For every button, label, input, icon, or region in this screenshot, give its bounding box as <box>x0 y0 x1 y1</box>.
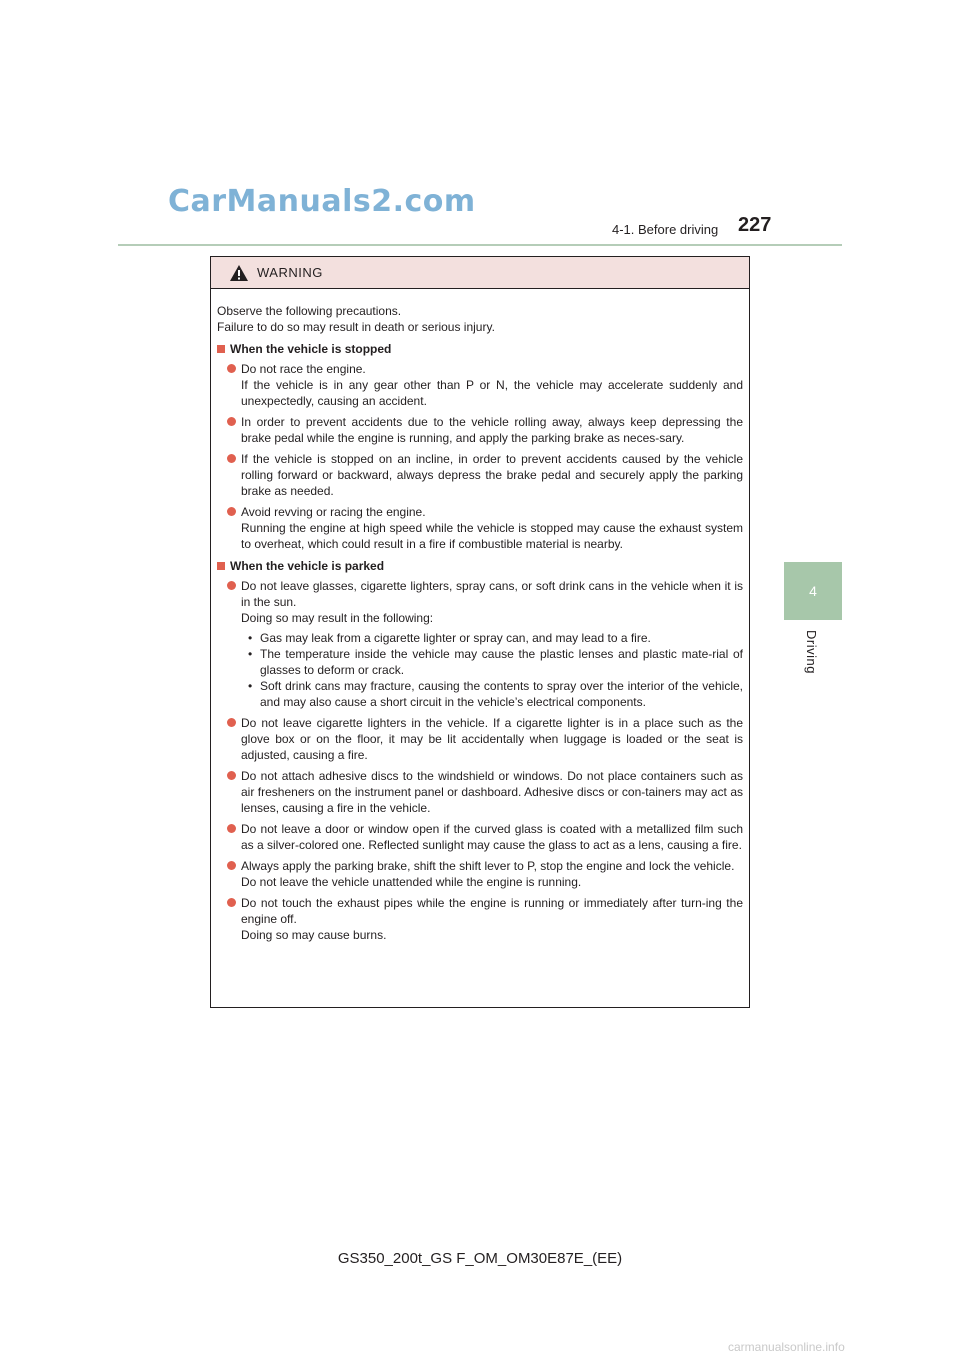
sub-list-item-text: Soft drink cans may fracture, causing the contents to spray over the interior of the vehicle, and may also cause a short circuit in the vehicle’s electrical components. <box>260 679 743 709</box>
page-number: 227 <box>738 214 772 236</box>
list-item-text <box>241 768 743 816</box>
list-item-line: Running the engine at high speed while the vehicle is stopped may cause the exhaust system to overheat, which could result in a fire if combustible material is nearby. <box>241 521 743 551</box>
list-item-text <box>241 821 743 853</box>
intro-line: Failure to do so may result in death or serious injury. <box>217 320 495 334</box>
list-item-text <box>241 895 743 943</box>
list-item-text <box>241 578 743 710</box>
list-item-text <box>241 451 743 499</box>
bullet-dot-icon <box>227 898 236 907</box>
bullet-dot-icon <box>227 771 236 780</box>
sub-list-item <box>248 646 743 678</box>
warning-box <box>210 256 750 1008</box>
list-item <box>227 821 743 853</box>
bullet-dot-icon <box>227 861 236 870</box>
section-heading-text: When the vehicle is stopped <box>230 342 392 356</box>
section-heading <box>217 341 743 357</box>
small-bullet-icon: • <box>248 631 253 645</box>
list-item-line: If the vehicle is stopped on an incline, in order to prevent accidents caused by the vehicle rolling forward or backward, always depress the brake pedal and securely apply the parking brake as needed. <box>241 452 743 498</box>
sub-list <box>241 630 743 710</box>
list-item <box>227 578 743 710</box>
watermark-logo: CarManuals2.com <box>168 184 476 219</box>
small-bullet-icon: • <box>248 679 253 693</box>
warning-header <box>211 257 749 289</box>
bullet-dot-icon <box>227 581 236 590</box>
sub-list-item-text: Gas may leak from a cigarette lighter or spray can, and may lead to a fire. <box>260 631 651 645</box>
chapter-tab <box>784 562 842 620</box>
list-item <box>227 451 743 499</box>
list-item-text <box>241 504 743 552</box>
document-code: GS350_200t_GS F_OM_OM30E87E_(EE) <box>337 1250 623 1267</box>
chapter-number: 4 <box>809 583 817 599</box>
list-item-text <box>241 715 743 763</box>
list-item-line: Do not attach adhesive discs to the windshield or windows. Do not place containers such as air fresheners on the instrument panel or dashboard. Adhesive discs or con-tainers may act as lenses, causing a fire in the vehicle. <box>241 769 743 815</box>
warning-triangle-icon <box>229 264 249 282</box>
section-heading-text: When the vehicle is parked <box>230 559 385 573</box>
warning-title: WARNING <box>257 265 323 280</box>
list-item-text <box>241 361 743 409</box>
list-item-line: Do not leave a door or window open if the curved glass is coated with a metallized film such as a silver-colored one. Reflected sunlight may cause the glass to act as a lens, causing a fire. <box>241 822 743 852</box>
list-item-line: Do not leave cigarette lighters in the vehicle. If a cigarette lighter is in a place such as the glove box or on the floor, it may be lit accidentally when luggage is loaded or the seat is adjusted, causing a fire. <box>241 716 743 762</box>
small-bullet-icon: • <box>248 647 253 661</box>
list-item-line: If the vehicle is in any gear other than P or N, the vehicle may accelerate suddenly and unexpectedly, causing an accident. <box>241 378 743 408</box>
section-heading <box>217 558 743 574</box>
bullet-dot-icon <box>227 454 236 463</box>
list-item-line: Do not race the engine. <box>241 362 366 376</box>
header-section-title: 4-1. Before driving <box>612 222 719 237</box>
list-item-line: Do not touch the exhaust pipes while the engine is running or immediately after turn-ing the engine off. <box>241 896 743 926</box>
list-item-line: Doing so may cause burns. <box>241 928 387 942</box>
list-item-line: Avoid revving or racing the engine. <box>241 505 426 519</box>
sub-list-item <box>248 630 743 646</box>
watermark-footer: carmanualsonline.info <box>728 1340 845 1354</box>
list-item-text <box>241 858 743 890</box>
list-item <box>227 895 743 943</box>
list-item-line: Do not leave the vehicle unattended while the engine is running. <box>241 875 582 889</box>
list-item-line: Do not leave glasses, cigarette lighters, spray cans, or soft drink cans in the vehicle when it is in the sun. <box>241 579 743 609</box>
square-bullet-icon <box>217 345 225 353</box>
bullet-dot-icon <box>227 824 236 833</box>
intro-line: Observe the following precautions. <box>217 304 402 318</box>
list-item <box>227 504 743 552</box>
bullet-dot-icon <box>227 718 236 727</box>
list-item <box>227 768 743 816</box>
bullet-dot-icon <box>227 507 236 516</box>
bullet-dot-icon <box>227 364 236 373</box>
square-bullet-icon <box>217 562 225 570</box>
list-item <box>227 715 743 763</box>
list-item <box>227 361 743 409</box>
list-item <box>227 858 743 890</box>
header-rule <box>118 244 842 246</box>
list-item-line: In order to prevent accidents due to the vehicle rolling away, always keep depressing the brake pedal while the engine is running, and apply the parking brake as neces-sary. <box>241 415 743 445</box>
chapter-label: Driving <box>804 630 819 674</box>
warning-body <box>211 289 749 943</box>
list-item-line: Always apply the parking brake, shift the shift lever to P, stop the engine and lock the vehicle. <box>241 859 735 873</box>
list-item-text <box>241 414 743 446</box>
list-item-line: Doing so may result in the following: <box>241 611 434 625</box>
bullet-dot-icon <box>227 417 236 426</box>
warning-intro <box>217 303 743 335</box>
sub-list-item <box>248 678 743 710</box>
sub-list-item-text: The temperature inside the vehicle may cause the plastic lenses and plastic mate-rial of glasses to deform or crack. <box>260 647 743 677</box>
list-item <box>227 414 743 446</box>
